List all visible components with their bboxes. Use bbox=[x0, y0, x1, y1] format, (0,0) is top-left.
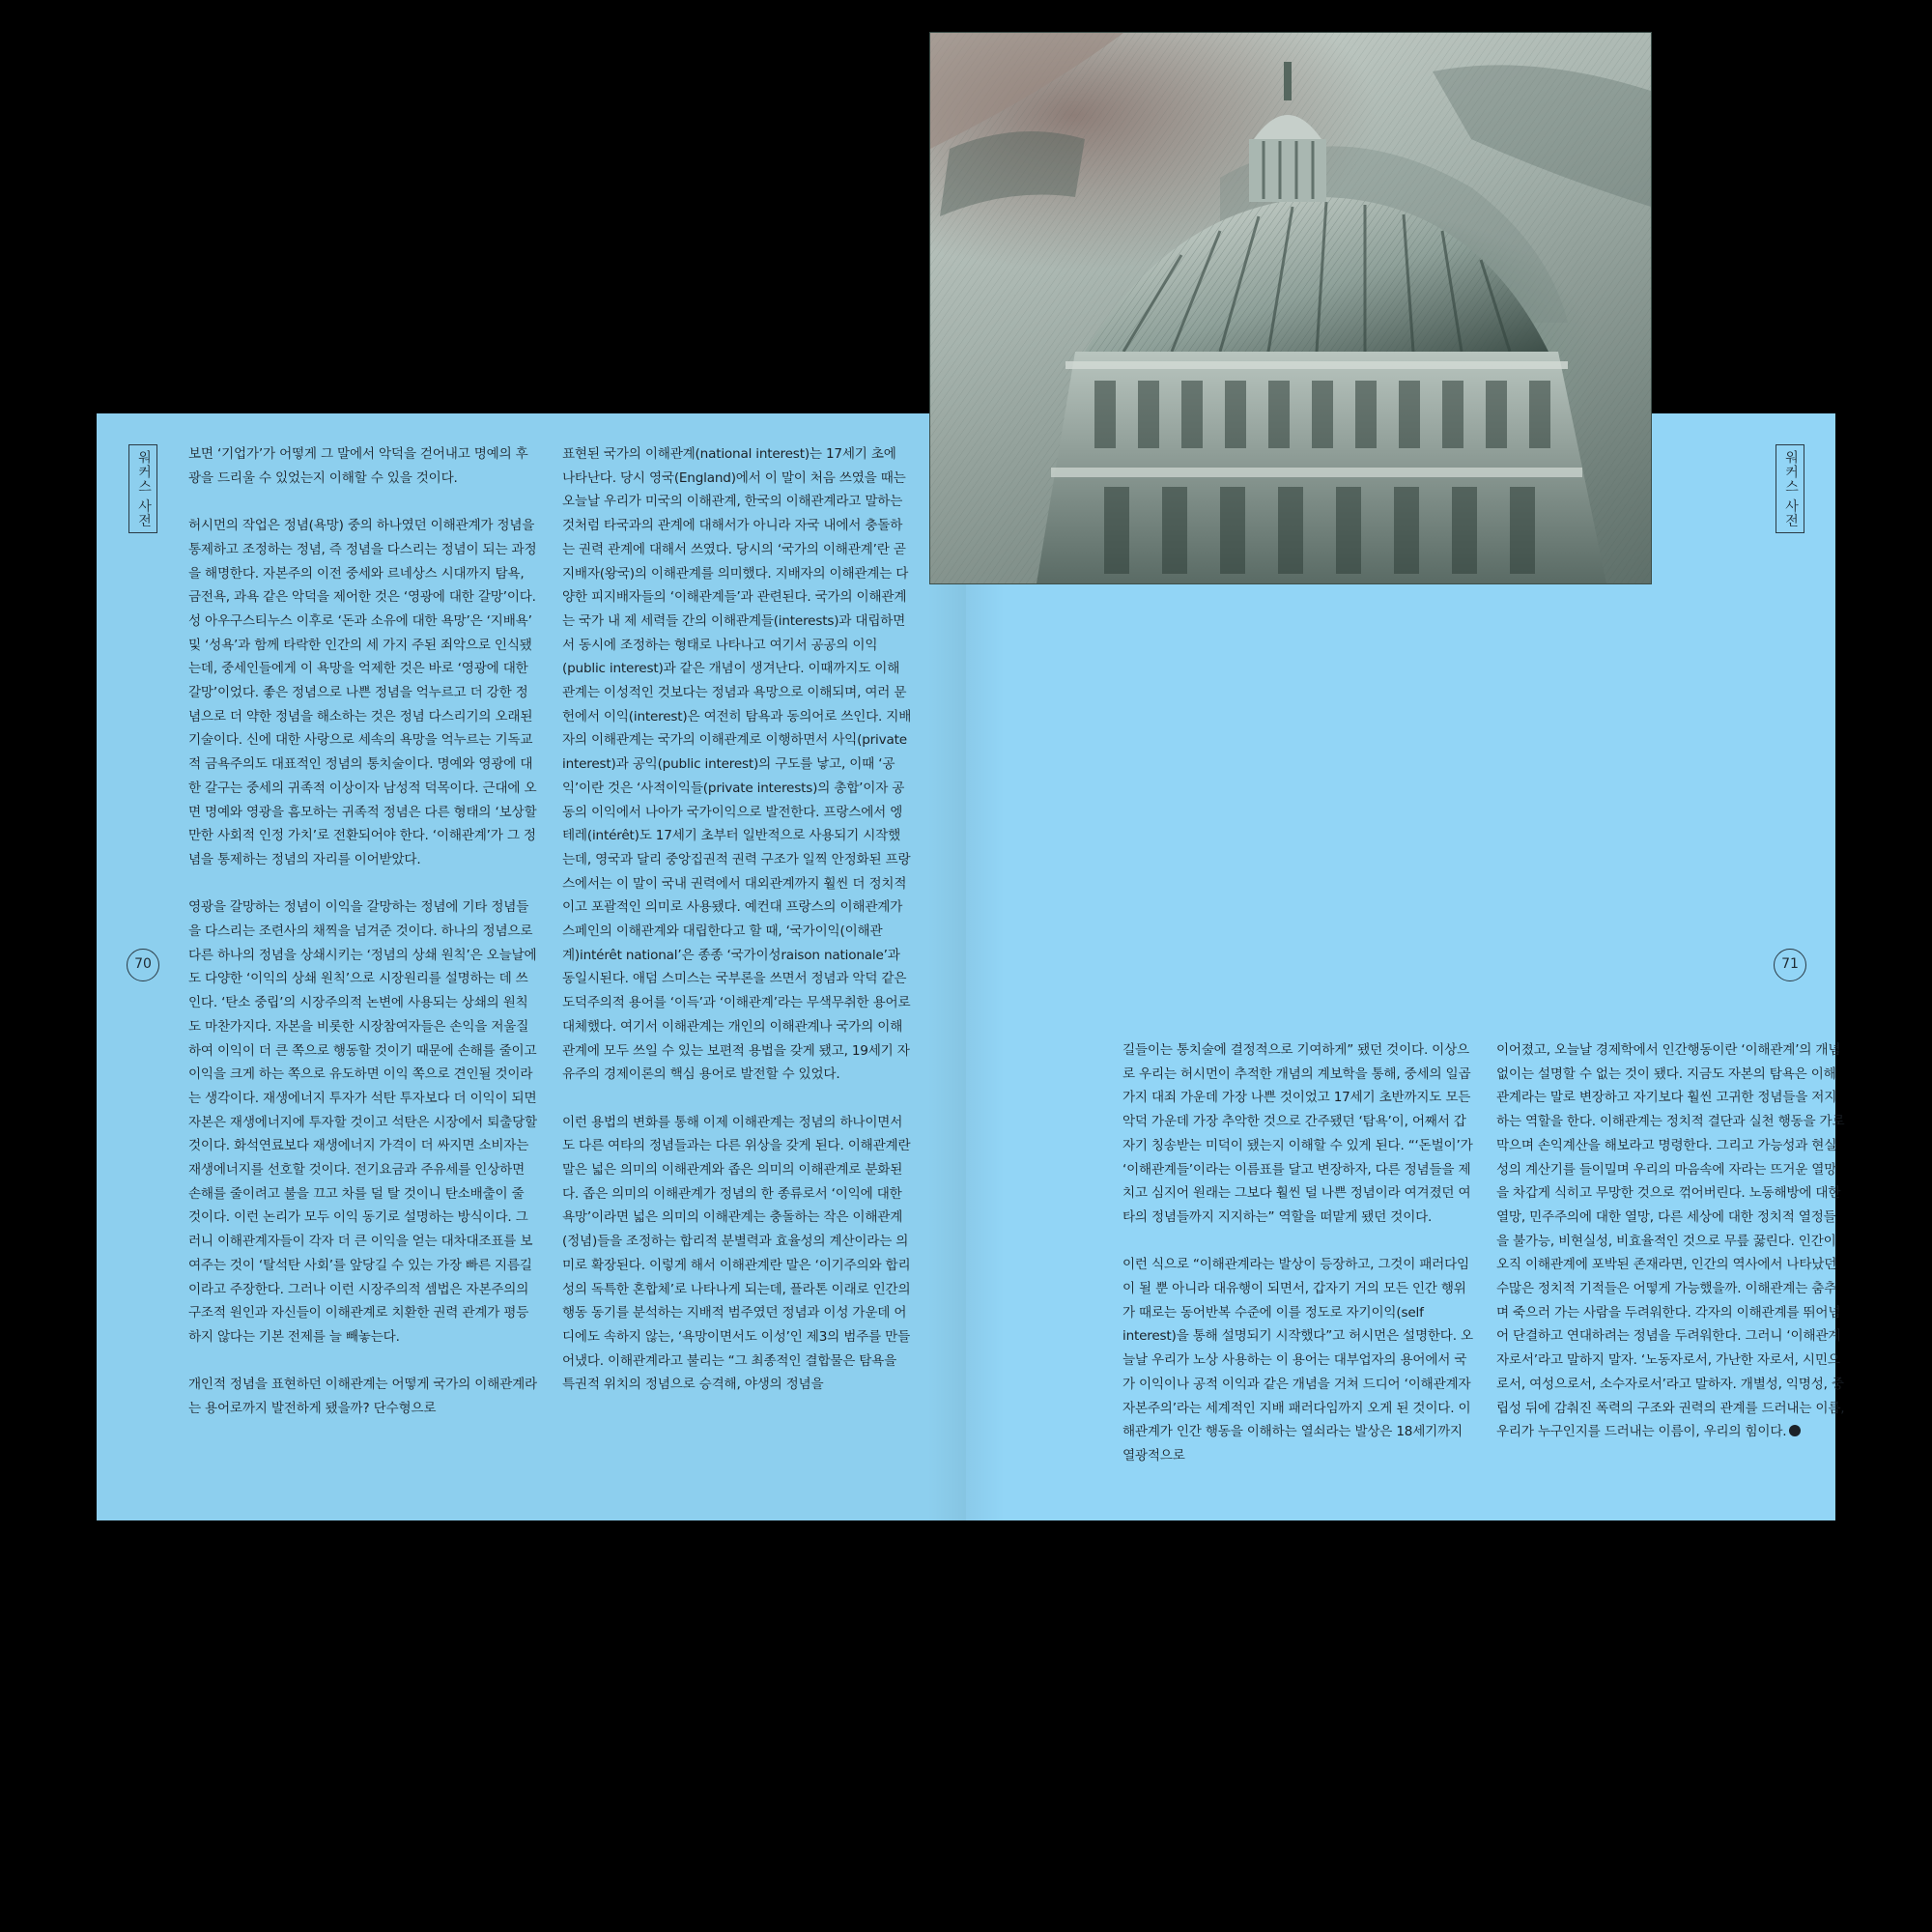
text-column-4 bbox=[1496, 1038, 1846, 1444]
left-page bbox=[97, 413, 966, 1520]
paragraph-text: 이어졌고, 오늘날 경제학에서 인간행동이란 ‘이해관계’의 개념 없이는 설명할 수 없는 것이 됐다. 지금도 자본의 탐욕은 이해관계라는 말로 변장하고 자기보다 훨씬 고귀한 정념들을 저지하는 역할을 한다. 이해관계는 정치적 결단과 실천 행동을 가로막으며 손익계산을 해보라고 명령한다. 그리고 가능성과 현실성의 계산기를 들이밀며 우리의 마음속에 자라는 뜨거운 열망을 차갑게 식히고 무망한 것으로 꺾어버린다. 노동해방에 대한 열망, 민주주의에 대한 열망, 다른 세상에 대한 정치적 열정들을 불가능, 비현실성, 비효율적인 것으로 무릎 꿇린다. 인간이 오직 이해관계에 포박된 존재라면, 인간의 역사에서 나타났던 수많은 정치적 기적들은 어떻게 가능했을까. 이해관계는 춤추며 죽으러 가는 사람을 두려워한다. 각자의 이해관계를 뛰어넘어 단결하고 연대하려는 정념을 두려워한다. 그러니 ‘이해관계자로서’라고 말하지 말자. ‘노동자로서, 가난한 자로서, 시민으로서, 여성으로서, 소수자로서’라고 말하자. 개별성, 익명성, 중립성 뒤에 감춰진 폭력의 구조와 권력의 관계를 드러내는 이름, 우리가 누구인지를 드러내는 이름이, 우리의 힘이다. bbox=[1496, 1042, 1845, 1440]
paragraph: 이런 용법의 변화를 통해 이제 이해관계는 정념의 하나이면서도 다른 여타의 정념들과는 다른 위상을 갖게 된다. 이해관계란 말은 넓은 의미의 이해관계와 좁은 의미의 이해관계로 분화된다. 좁은 의미의 이해관계가 정념의 한 종류로서 ‘이익에 대한 욕망’이라면 넓은 의미의 이해관계는 충돌하는 작은 이해관계(정념)들을 조정하는 합리적 분별력과 효율성의 계산이라는 의미로 확장된다. 이렇게 해서 이해관계란 말은 ‘이기주의와 합리성의 독특한 혼합체’로 나타나게 되는데, 플라톤 이래로 인간의 행동 동기를 분석하는 지배적 범주였던 정념과 이성 가운데 어디에도 속하지 않는, ‘욕망이면서도 이성’인 제3의 범주를 만들어냈다. 이해관계라고 불리는 “그 최종적인 결합물은 탐욕을 특권적 위치의 정념으로 승격해, 야생의 정념을 bbox=[562, 1114, 911, 1393]
paragraph: 보면 ‘기업가’가 어떻게 그 말에서 악덕을 걷어내고 명예의 후광을 드리울 수 있었는지 이해할 수 있을 것이다. bbox=[188, 446, 528, 486]
running-head-right: 워커스 사전 bbox=[1776, 444, 1804, 533]
paragraph: 표현된 국가의 이해관계(national interest)는 17세기 초에 나타난다. 당시 영국(England)에서 이 말이 처음 쓰였을 때는 오늘날 우리가 미국의 이해관계, 한국의 이해관계라고 말하는 것처럼 타국과의 관계에 대해서가 아니라 자국 내에서 충돌하는 권력 관계에 대해서 쓰였다. 당시의 ‘국가의 이해관계’란 곧 지배자(왕국)의 이해관계를 의미했다. 지배자의 이해관계는 다양한 피지배자들의 ‘이해관계들’과 관련된다. 국가의 이해관계는 국가 내 제 세력들 간의 이해관계들(interests)과 대립하면서 동시에 조정하는 형태로 나타나고 여기서 공공의 이익(public interest)과 같은 개념이 생겨난다. 이때까지도 이해관계는 이성적인 것보다는 정념과 욕망으로 이해되며, 여러 문헌에서 이익(interest)은 여전히 탐욕과 동의어로 쓰인다. 지배자의 이해관계는 국가의 이해관계로 이행하면서 사익(private interest)과 공익(public interest)의 구도를 낳고, 이때 ‘공익’이란 것은 ‘사적이익들(private interests)의 총합’이자 공동의 이익에서 나아가 국가이익으로 발전한다. 프랑스에서 엥테레(intérêt)도 17세기 초부터 일반적으로 사용되기 시작했는데, 영국과 달리 중앙집권적 권력 구조가 일찍 안정화된 프랑스에서는 이 말이 국내 권력에서 대외관계까지 훨씬 더 정치적이고 포괄적인 의미로 사용됐다. 예컨대 프랑스의 이해관계가 스페인의 이해관계와 대립한다고 할 때, ‘국가이익(이해관계)intérêt national’은 종종 ‘국가이성raison nationale’과 동일시된다. 애덤 스미스는 국부론을 쓰면서 정념과 악덕 같은 도덕주의적 용어를 ‘이득’과 ‘이해관계’라는 무색무취한 용어로 대체했다. 여기서 이해관계는 개인의 이해관계나 국가의 이해관계에 모두 쓰일 수 있는 보편적 용법을 갖게 됐고, 19세기 자유주의 경제이론의 핵심 용어로 발전할 수 있었다. bbox=[562, 446, 912, 1083]
page-number-right: 71 bbox=[1774, 949, 1806, 981]
paragraph: 허시먼의 작업은 정념(욕망) 중의 하나였던 이해관계가 정념을 통제하고 조정하는 정념, 즉 정념을 다스리는 정념이 되는 과정을 해명한다. 자본주의 이전 중세와 르네상스 시대까지 탐욕, 금전욕, 과욕 같은 악덕을 제어한 것은 ‘영광에 대한 갈망’이다. 성 아우구스티누스 이후로 ‘돈과 소유에 대한 욕망’은 ‘지배욕’ 및 ‘성욕’과 함께 타락한 인간의 세 가지 주된 죄악으로 인식됐는데, 중세인들에게 이 욕망을 억제한 것은 바로 ‘영광에 대한 갈망’이었다. 좋은 정념으로 나쁜 정념을 억누르고 더 강한 정념으로 더 약한 정념을 해소하는 것은 정념 다스리기의 오래된 기술이다. 신에 대한 사랑으로 세속의 욕망을 억누르는 기독교적 금욕주의도 대표적인 정념의 통치술이다. 명예와 영광에 대한 갈구는 중세의 귀족적 이상이자 남성적 덕목이다. 근대에 오면 명예와 영광을 흠모하는 귀족적 정념은 다른 형태의 ‘보상할 만한 사회적 인정 가치’로 전환되어야 한다. ‘이해관계’가 그 정념을 통제하는 정념의 자리를 이어받았다. bbox=[188, 518, 537, 867]
text-column-2 bbox=[562, 442, 912, 1397]
text-column-1 bbox=[188, 442, 538, 1421]
paragraph: 길들이는 통치술에 결정적으로 기여하게” 됐던 것이다. 이상으로 우리는 허시먼이 추적한 개념의 계보학을 통해, 중세의 일곱 가지 대죄 가운데 가장 나쁜 것이었고 17세기 초반까지도 모든 악덕 가운데 가장 추악한 것으로 간주됐던 ‘탐욕’이, 어째서 갑자기 칭송받는 미덕이 됐는지 이해할 수 있게 된다. “‘돈벌이’가 ‘이해관계들’이라는 이름표를 달고 변장하자, 다른 정념들을 제치고 심지어 원래는 그보다 훨씬 덜 나쁜 정념이라 여겨졌던 여타의 정념들까지 지지하는” 역할을 떠맡게 됐던 것이다. bbox=[1122, 1042, 1473, 1225]
text-column-3 bbox=[1122, 1038, 1475, 1468]
paragraph: 이런 식으로 “이해관계라는 발상이 등장하고, 그것이 패러다임이 될 뿐 아니라 대유행이 되면서, 갑자기 거의 모든 인간 행위가 때로는 동어반복 수준에 이를 정도로 자기이익(self interest)을 통해 설명되기 시작했다”고 허시먼은 설명한다. 오늘날 우리가 노상 사용하는 이 용어는 대부업자의 용어에서 국가 이익이나 공적 이익과 같은 개념을 거쳐 드디어 ‘이해관계자 자본주의’라는 세계적인 지배 패러다임까지 오게 된 것이다. 이해관계가 인간 행동을 이해하는 열쇠라는 발상은 18세기까지 열광적으로 bbox=[1122, 1257, 1473, 1463]
paragraph: 개인적 정념을 표현하던 이해관계는 어떻게 국가의 이해관계라는 용어로까지 발전하게 됐을까? 단수형으로 bbox=[188, 1377, 537, 1417]
paragraph bbox=[1496, 1038, 1846, 1444]
running-head-left: 워커스 사전 bbox=[128, 444, 157, 533]
capitol-dome-photo bbox=[929, 32, 1652, 584]
end-mark-icon bbox=[1789, 1425, 1801, 1436]
paragraph: 영광을 갈망하는 정념이 이익을 갈망하는 정념에 기타 정념들을 다스리는 조련사의 채찍을 넘겨준 것이다. 하나의 정념으로 다른 하나의 정념을 상쇄시키는 ‘정념의 상쇄 원칙’은 오늘날에도 다양한 ‘이익의 상쇄 원칙’으로 시장원리를 설명하는 데 쓰인다. ‘탄소 중립’의 시장주의적 논변에 사용되는 상쇄의 원칙도 마찬가지다. 자본을 비롯한 시장참여자들은 손익을 저울질 하여 이익이 더 큰 쪽으로 행동할 것이기 때문에 손해를 줄이고 이익을 크게 하는 쪽으로 유도하면 이익 쪽으로 견인될 것이라는 생각이다. 재생에너지 투자가 석탄 투자보다 더 이익이 되면 자본은 재생에너지에 투자할 것이고 석탄은 시장에서 퇴출당할 것이다. 화석연료보다 재생에너지 가격이 더 싸지면 소비자는 재생에너지를 선호할 것이다. 전기요금과 주유세를 인상하면 손해를 줄이려고 불을 끄고 차를 덜 탈 것이니 탄소배출이 줄 것이다. 이런 논리가 모두 이익 동기로 설명하는 방식이다. 그러니 이해관계자들이 각자 더 큰 이익을 얻는 대차대조표를 보여주는 것이 ‘탈석탄 사회’를 앞당길 수 있는 가장 빠른 지름길이라고 주장한다. 그러나 이런 시장주의적 셈법은 자본주의의 구조적 원인과 자신들이 이해관계로 치환한 권력 관계가 평등하지 않다는 기본 전제를 늘 빼놓는다. bbox=[188, 899, 537, 1345]
capitol-dome-illustration bbox=[930, 33, 1651, 583]
page-number-left: 70 bbox=[127, 949, 159, 981]
